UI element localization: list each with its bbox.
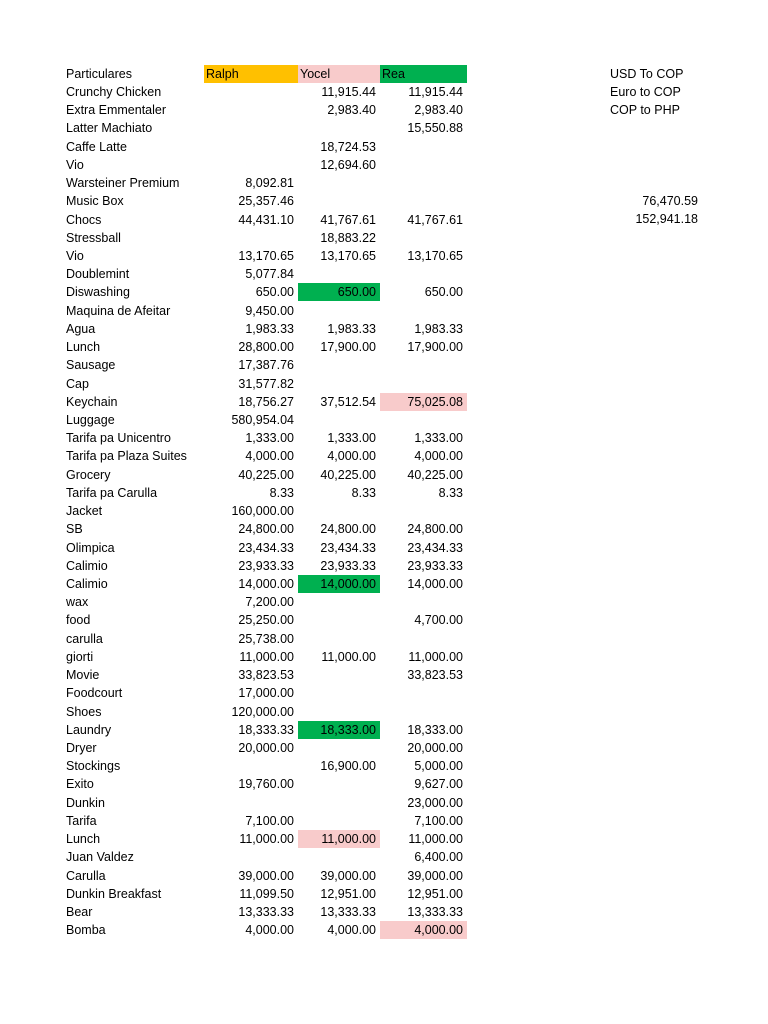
cell-particular[interactable]: carulla <box>66 631 103 646</box>
cell-particular[interactable]: Chocs <box>66 212 102 227</box>
cell-rea[interactable] <box>380 229 467 247</box>
cell-particular[interactable]: Dryer <box>66 740 97 755</box>
cell-particular[interactable]: Carulla <box>66 868 106 883</box>
cell-rea[interactable] <box>380 138 467 156</box>
cell-ralph[interactable]: 40,225.00 <box>238 467 294 482</box>
cell-ralph[interactable]: 650.00 <box>255 285 294 300</box>
cell-rea[interactable] <box>380 375 467 393</box>
cell-rea[interactable]: 39,000.00 <box>407 868 463 883</box>
cell-particular[interactable]: Diswashing <box>66 285 130 300</box>
cell-yocel[interactable]: 12,694.60 <box>320 157 376 172</box>
cell-rea[interactable]: 41,767.61 <box>407 212 463 227</box>
cell-yocel[interactable] <box>298 174 380 192</box>
cell-yocel[interactable]: 17,900.00 <box>320 340 376 355</box>
cell-rea[interactable]: 23,434.33 <box>407 540 463 555</box>
cell-yocel[interactable] <box>298 265 380 283</box>
cell-particular[interactable]: Bear <box>66 904 93 919</box>
cell-ralph[interactable]: 18,756.27 <box>238 394 294 409</box>
table-row <box>0 484 768 502</box>
cell-yocel[interactable]: 13,170.65 <box>320 249 376 263</box>
cell-rea[interactable]: 24,800.00 <box>407 522 463 537</box>
cell-ralph[interactable] <box>204 757 298 775</box>
cell-rea[interactable]: 4,000.00 <box>380 921 467 939</box>
table-row <box>0 812 768 830</box>
cell-particular[interactable]: Movie <box>66 668 100 682</box>
cell-rea[interactable] <box>380 265 467 283</box>
table-row <box>0 393 768 411</box>
cell-rea[interactable]: 5,000.00 <box>414 759 463 774</box>
cell-yocel[interactable]: 11,000.00 <box>321 649 376 664</box>
cell-yocel[interactable] <box>298 375 380 393</box>
cell-yocel[interactable] <box>298 411 380 429</box>
table-row <box>0 867 768 885</box>
cell-ralph[interactable]: 11,000.00 <box>239 649 294 664</box>
cell-yocel[interactable] <box>298 703 380 721</box>
cell-ralph[interactable]: 7,200.00 <box>245 595 294 610</box>
cell-yocel[interactable] <box>298 739 380 757</box>
cell-particular[interactable]: Cap <box>66 376 89 391</box>
table-row <box>0 885 768 903</box>
cell-rea[interactable] <box>380 684 467 702</box>
table-row <box>0 830 768 848</box>
cell-ralph[interactable] <box>204 83 298 101</box>
cell-ralph[interactable]: 18,333.33 <box>238 722 294 737</box>
table-row <box>0 721 768 739</box>
cell-yocel[interactable]: 2,983.40 <box>327 103 376 118</box>
cell-rea[interactable]: 15,550.88 <box>407 121 463 136</box>
cell-ralph[interactable]: 44,431.10 <box>238 212 294 227</box>
table-row <box>0 338 768 356</box>
table-row <box>0 174 768 192</box>
cell-ralph[interactable]: 11,000.00 <box>239 832 294 846</box>
cell-particular[interactable]: Calimio <box>66 576 108 591</box>
cell-rea[interactable] <box>380 630 467 648</box>
table-row <box>0 283 768 301</box>
cell-yocel[interactable]: 16,900.00 <box>320 759 376 774</box>
cell-rea[interactable]: 20,000.00 <box>407 740 463 755</box>
table-row <box>0 575 768 593</box>
cell-rea[interactable] <box>380 156 467 174</box>
table-row <box>0 703 768 721</box>
table-row <box>0 375 768 393</box>
table-row <box>0 903 768 921</box>
cell-yocel[interactable]: 24,800.00 <box>320 522 376 537</box>
cell-rea[interactable]: 8.33 <box>438 485 463 500</box>
cell-yocel[interactable]: 13,333.33 <box>320 904 376 919</box>
table-row <box>0 539 768 557</box>
cell-ralph[interactable]: 31,577.82 <box>238 376 294 391</box>
cell-particular[interactable]: Crunchy Chicken <box>66 85 162 99</box>
cell-ralph[interactable]: 25,738.00 <box>238 631 294 646</box>
cell-yocel[interactable]: 4,000.00 <box>327 449 376 464</box>
cell-particular[interactable]: Maquina de Afeitar <box>66 303 171 318</box>
cell-particular[interactable]: SB <box>66 522 83 537</box>
table-row <box>0 520 768 538</box>
cell-rea[interactable]: 23,933.33 <box>407 558 463 573</box>
cell-yocel[interactable] <box>298 666 380 684</box>
table-row <box>0 138 768 156</box>
cell-particular[interactable]: Jacket <box>66 504 103 519</box>
table-row <box>0 757 768 775</box>
table-row <box>0 739 768 757</box>
cell-particular[interactable]: Doublemint <box>66 267 130 282</box>
cell-rea[interactable]: 13,333.33 <box>407 904 463 919</box>
table-row <box>0 557 768 575</box>
cell-yocel[interactable]: 11,915.44 <box>321 85 376 99</box>
cell-yocel[interactable] <box>298 794 380 812</box>
cell-yocel[interactable]: 4,000.00 <box>327 923 376 938</box>
table-row <box>0 848 768 866</box>
table-row <box>0 611 768 629</box>
euro-to-cop-label[interactable]: Euro to COP <box>610 85 681 99</box>
table-row <box>0 320 768 338</box>
cell-rea[interactable]: 40,225.00 <box>407 467 463 482</box>
cell-ralph[interactable]: 8,092.81 <box>245 176 294 191</box>
cell-rea[interactable]: 11,000.00 <box>408 832 463 846</box>
cell-particular[interactable]: Laundry <box>66 722 112 737</box>
cell-particular[interactable]: Juan Valdez <box>66 850 134 865</box>
table-row <box>0 411 768 429</box>
table-row <box>0 247 768 265</box>
cell-particular[interactable]: Keychain <box>66 394 118 409</box>
cell-particular[interactable]: Dunkin <box>66 795 105 810</box>
cell-particular[interactable]: giorti <box>66 649 94 664</box>
cell-particular[interactable]: Calimio <box>66 558 108 573</box>
cell-particular[interactable]: Lunch <box>66 340 101 355</box>
cell-ralph[interactable]: 25,357.46 <box>238 194 294 209</box>
cell-particular[interactable]: Vio <box>66 157 84 172</box>
header-particulares[interactable]: Particulares <box>66 67 132 81</box>
cell-particular[interactable]: Extra Emmentaler <box>66 103 167 118</box>
cell-rea[interactable] <box>380 502 467 520</box>
table-row <box>0 356 768 374</box>
cell-particular[interactable]: Exito <box>66 777 94 792</box>
cell-rea[interactable]: 4,700.00 <box>414 613 463 628</box>
cell-ralph[interactable]: 7,100.00 <box>245 813 294 828</box>
rate-value-1[interactable]: 76,470.59 <box>642 194 698 208</box>
table-row <box>0 502 768 520</box>
cell-particular[interactable]: Lunch <box>66 832 101 846</box>
cell-particular[interactable]: Luggage <box>66 413 115 427</box>
cell-ralph[interactable] <box>204 138 298 156</box>
cell-yocel[interactable]: 18,724.53 <box>320 139 376 154</box>
cell-ralph[interactable] <box>204 101 298 119</box>
cell-particular[interactable]: Stockings <box>66 759 121 774</box>
cell-yocel[interactable]: 40,225.00 <box>320 467 376 482</box>
cell-particular[interactable]: Agua <box>66 321 96 336</box>
cell-yocel[interactable]: 41,767.61 <box>320 212 376 227</box>
cell-ralph[interactable]: 5,077.84 <box>245 267 294 282</box>
cell-particular[interactable]: Dunkin Breakfast <box>66 886 162 901</box>
cell-rea[interactable] <box>380 411 467 429</box>
cell-yocel[interactable] <box>298 302 380 320</box>
cell-rea[interactable]: 9,627.00 <box>414 777 463 792</box>
cell-yocel[interactable]: 1,333.00 <box>327 431 376 446</box>
cell-yocel[interactable] <box>298 119 380 137</box>
cell-particular[interactable]: Grocery <box>66 467 111 482</box>
header-yocel[interactable]: Yocel <box>298 65 380 83</box>
cell-rea[interactable]: 14,000.00 <box>407 576 463 591</box>
table-row <box>0 684 768 702</box>
cell-particular[interactable]: Caffe Latte <box>66 139 127 154</box>
cell-rea[interactable] <box>380 703 467 721</box>
cell-particular[interactable]: Stressball <box>66 230 121 245</box>
table-row <box>0 648 768 666</box>
cell-rea[interactable]: 23,000.00 <box>407 795 463 810</box>
cell-rea[interactable]: 12,951.00 <box>407 886 463 901</box>
table-row <box>0 466 768 484</box>
cell-rea[interactable]: 650.00 <box>424 285 463 300</box>
cell-particular[interactable]: Vio <box>66 249 84 263</box>
table-row <box>0 630 768 648</box>
cell-particular[interactable]: Warsteiner Premium <box>66 176 180 191</box>
cell-rea[interactable]: 33,823.53 <box>407 668 463 682</box>
cell-ralph[interactable]: 14,000.00 <box>238 576 294 591</box>
cell-rea[interactable] <box>380 356 467 374</box>
cell-particular[interactable]: Latter Machiato <box>66 121 153 136</box>
cell-ralph[interactable]: 13,333.33 <box>238 904 294 919</box>
cell-yocel[interactable] <box>298 630 380 648</box>
cell-rea[interactable]: 13,170.65 <box>407 249 463 263</box>
cell-ralph[interactable]: 8.33 <box>269 485 294 500</box>
cell-particular[interactable]: Tarifa pa Unicentro <box>66 431 171 446</box>
cell-ralph[interactable]: 23,933.33 <box>238 558 294 573</box>
cell-yocel[interactable] <box>298 775 380 793</box>
cell-particular[interactable]: Bomba <box>66 923 106 938</box>
cell-ralph[interactable] <box>204 119 298 137</box>
cell-particular[interactable]: Tarifa pa Plaza Suites <box>66 449 187 464</box>
cell-rea[interactable]: 11,915.44 <box>408 85 463 99</box>
cell-ralph[interactable]: 25,250.00 <box>238 613 294 628</box>
table-row <box>0 156 768 174</box>
cell-rea[interactable]: 6,400.00 <box>414 850 463 865</box>
table-row <box>0 302 768 320</box>
cell-ralph[interactable]: 580,954.04 <box>231 413 294 427</box>
cell-yocel[interactable] <box>298 502 380 520</box>
cell-ralph[interactable] <box>204 229 298 247</box>
table-row <box>0 794 768 812</box>
cell-yocel[interactable]: 18,883.22 <box>320 230 376 245</box>
cell-yocel[interactable]: 8.33 <box>351 485 376 500</box>
table-row <box>0 265 768 283</box>
cell-rea[interactable]: 1,983.33 <box>414 321 463 336</box>
cell-yocel[interactable] <box>298 593 380 611</box>
cell-particular[interactable]: Shoes <box>66 704 102 719</box>
table-row <box>0 119 768 137</box>
cell-ralph[interactable] <box>204 794 298 812</box>
cell-yocel[interactable]: 37,512.54 <box>320 394 376 409</box>
table-row <box>0 593 768 611</box>
cell-particular[interactable]: Tarifa pa Carulla <box>66 485 158 500</box>
cell-yocel[interactable]: 23,434.33 <box>320 540 376 555</box>
header-ralph[interactable]: Ralph <box>204 65 298 83</box>
cell-ralph[interactable]: 20,000.00 <box>238 740 294 755</box>
table-row <box>0 229 768 247</box>
cell-ralph[interactable]: 24,800.00 <box>238 522 294 537</box>
cell-ralph[interactable]: 23,434.33 <box>238 540 294 555</box>
cell-rea[interactable] <box>380 174 467 192</box>
table-row <box>0 447 768 465</box>
cell-yocel[interactable] <box>298 356 380 374</box>
cop-to-php-label[interactable]: COP to PHP <box>610 103 680 117</box>
cell-particular[interactable]: Sausage <box>66 358 116 373</box>
cell-ralph[interactable]: 9,450.00 <box>245 303 294 318</box>
usd-to-cop-label[interactable]: USD To COP <box>610 67 684 81</box>
cell-rea[interactable]: 1,333.00 <box>414 431 463 446</box>
cell-yocel[interactable]: 14,000.00 <box>298 575 380 593</box>
cell-ralph[interactable]: 33,823.53 <box>238 668 294 682</box>
cell-ralph[interactable]: 120,000.00 <box>231 704 294 719</box>
cell-yocel[interactable]: 650.00 <box>298 283 380 301</box>
cell-yocel[interactable]: 39,000.00 <box>320 868 376 883</box>
cell-rea[interactable] <box>380 302 467 320</box>
cell-rea[interactable]: 75,025.08 <box>380 393 467 411</box>
cell-ralph[interactable]: 39,000.00 <box>238 868 294 883</box>
cell-rea[interactable]: 7,100.00 <box>414 813 463 828</box>
cell-rea[interactable]: 11,000.00 <box>408 649 463 664</box>
cell-rea[interactable]: 2,983.40 <box>414 103 463 118</box>
cell-particular[interactable]: Foodcourt <box>66 686 123 701</box>
cell-yocel[interactable]: 11,000.00 <box>298 830 380 848</box>
cell-ralph[interactable] <box>204 848 298 866</box>
cell-ralph[interactable]: 1,983.33 <box>245 321 294 336</box>
cell-yocel[interactable]: 1,983.33 <box>327 321 376 336</box>
cell-yocel[interactable]: 12,951.00 <box>320 886 376 901</box>
rate-value-2[interactable]: 152,941.18 <box>635 212 698 226</box>
cell-rea[interactable] <box>380 192 467 210</box>
cell-ralph[interactable]: 17,387.76 <box>238 358 294 373</box>
cell-ralph[interactable]: 17,000.00 <box>238 686 294 701</box>
table-row <box>0 429 768 447</box>
cell-rea[interactable] <box>380 593 467 611</box>
table-row <box>0 921 768 939</box>
cell-yocel[interactable] <box>298 611 380 629</box>
cell-ralph[interactable]: 1,333.00 <box>245 431 294 446</box>
cell-yocel[interactable] <box>298 192 380 210</box>
cell-ralph[interactable]: 13,170.65 <box>238 249 294 263</box>
cell-rea[interactable]: 17,900.00 <box>407 340 463 355</box>
cell-particular[interactable]: Tarifa <box>66 813 97 828</box>
cell-ralph[interactable]: 160,000.00 <box>231 504 294 519</box>
cell-ralph[interactable]: 4,000.00 <box>245 923 294 938</box>
cell-particular[interactable]: Olimpica <box>66 540 115 555</box>
table-row <box>0 775 768 793</box>
cell-particular[interactable]: food <box>66 613 91 628</box>
cell-rea[interactable]: 4,000.00 <box>414 449 463 464</box>
cell-ralph[interactable]: 11,099.50 <box>239 886 294 901</box>
cell-yocel[interactable] <box>298 684 380 702</box>
cell-ralph[interactable]: 4,000.00 <box>245 449 294 464</box>
cell-particular[interactable]: wax <box>66 595 89 610</box>
cell-yocel[interactable] <box>298 812 380 830</box>
cell-ralph[interactable]: 28,800.00 <box>238 340 294 355</box>
header-rea[interactable]: Rea <box>380 65 467 83</box>
cell-ralph[interactable]: 19,760.00 <box>238 777 294 792</box>
cell-particular[interactable]: Music Box <box>66 194 124 209</box>
cell-rea[interactable]: 18,333.00 <box>407 722 463 737</box>
table-row <box>0 666 768 684</box>
cell-yocel[interactable]: 23,933.33 <box>320 558 376 573</box>
cell-ralph[interactable] <box>204 156 298 174</box>
cell-yocel[interactable] <box>298 848 380 866</box>
cell-yocel[interactable]: 18,333.00 <box>298 721 380 739</box>
